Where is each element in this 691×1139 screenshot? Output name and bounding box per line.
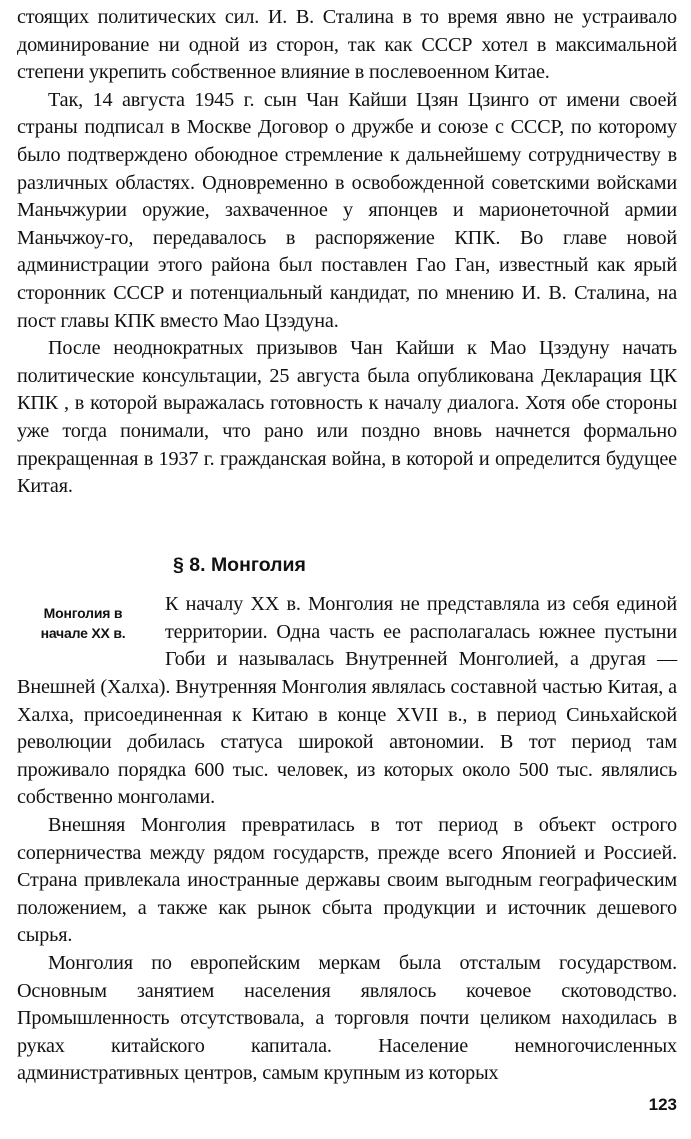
paragraph-mongolia-intro: К началу XX в. Монголия не представляла из себя единой территории. Одна часть ее располагалась южнее пустыни Гоби и называлась Внутренней Монголией, а другая — Внешней (Халха). Внутренняя Монголия являлась составной частью Китая, а Халха, присоединенная к Китаю в конце XVII в., в период Синьхайской революции добилась статуса широкой автономии. В тот период там проживало порядка 600 тыс. человек, из которых около 500 тыс. являлись собственно монголами. — [17, 593, 677, 809]
margin-note-line-1: Монголия в — [43, 605, 123, 622]
margin-note — [17, 603, 149, 658]
section-heading: § 8. Монголия — [173, 553, 306, 576]
paragraph-kpk-declaration: После неоднократных призывов Чан Кайши к Мао Цзэдуну начать политические консультации, 25 августа была опубликована Декларация ЦК КПК , в которой выражалась готовность к началу диалога. Хотя обе стороны уже тогда понимали, что рано или поздно вновь начнется формально прекращенная в 1937 г. гражданская война, в которой и определится будущее Китая. — [17, 337, 677, 498]
section-mongolia — [17, 591, 677, 1088]
margin-note-line-2: начале XX в. — [40, 625, 126, 642]
paragraph-soviet-policy: стоящих политических сил. И. В. Сталина в то время явно не устраивало доминирование ни одной из сторон, так как СССР хотел в максимальной степени укрепить собственное влияние в послевоенном Китае. — [17, 6, 677, 84]
book-page — [17, 4, 677, 1088]
page-number: 123 — [648, 1095, 677, 1114]
paragraph-treaty-1945: Так, 14 августа 1945 г. сын Чан Кайши Цзян Цзинго от имени своей страны подписал в Москве Договор о дружбе и союзе с СССР, по которому было подтверждено обоюдное стремление к дальнейшему сотрудничеству в различных областях. Одновременно в освобожденной советскими войсками Маньчжурии оружие, захваченное у японцев и марионеточной армии Маньчжоу-го, передавалось в распоряжение КПК. Во главе новой администрации этого района был поставлен Гао Ган, известный как ярый сторонник СССР и потенциальный кандидат, по мнению И. В. Сталина, на пост главы КПК вместо Мао Цзэдуна. — [17, 88, 677, 332]
paragraph-mongolia-economy: Монголия по европейским меркам была отсталым государством. Основным занятием населения являлось кочевое скотоводство. Промышленность отсутствовала, а торговля почти целиком находилась в руках китайского капитала. Население немногочисленных административных центров, самым крупным из которых — [17, 952, 677, 1085]
paragraph-outer-mongolia-rivalry: Внешняя Монголия превратилась в тот период в объект острого соперничества между рядом государств, прежде всего Японией и Россией. Страна привлекала иностранные державы своим выгодным географическим положением, а также как рынок сбыта продукции и источник дешевого сырья. — [17, 814, 677, 947]
